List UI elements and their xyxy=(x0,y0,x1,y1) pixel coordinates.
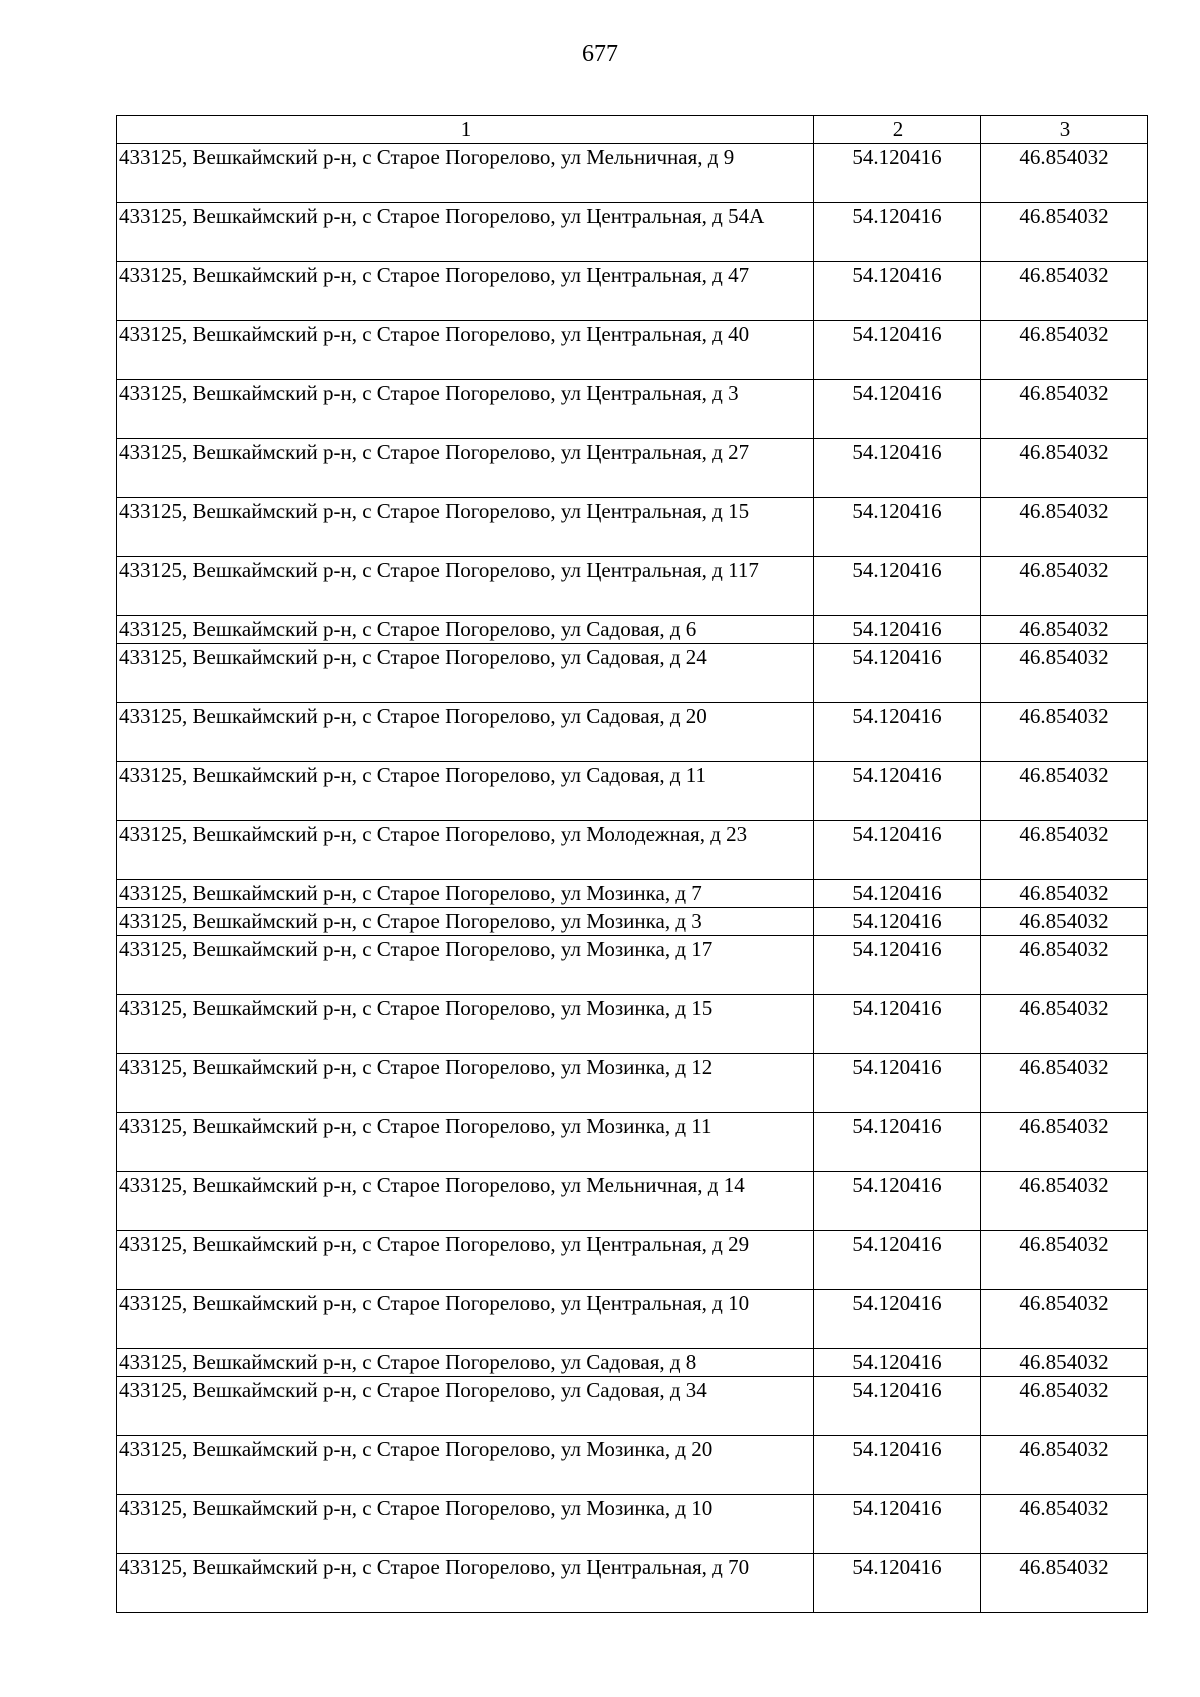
table-row xyxy=(117,703,1148,762)
table-row xyxy=(117,1436,1148,1495)
table-row xyxy=(117,1495,1148,1554)
address-cell: 433125, Вешкаймский р-н, с Старое Погорелово, ул Мозинка, д 10 xyxy=(117,1495,814,1554)
table-row xyxy=(117,498,1148,557)
column-header-3: 3 xyxy=(981,116,1148,144)
latitude-cell: 54.120416 xyxy=(814,908,981,936)
longitude-cell: 46.854032 xyxy=(981,644,1148,703)
latitude-cell: 54.120416 xyxy=(814,644,981,703)
longitude-cell: 46.854032 xyxy=(981,1377,1148,1436)
address-cell: 433125, Вешкаймский р-н, с Старое Погорелово, ул Центральная, д 70 xyxy=(117,1554,814,1613)
longitude-cell: 46.854032 xyxy=(981,908,1148,936)
latitude-cell: 54.120416 xyxy=(814,936,981,995)
table-row xyxy=(117,1231,1148,1290)
latitude-cell: 54.120416 xyxy=(814,557,981,616)
table-row xyxy=(117,380,1148,439)
address-cell: 433125, Вешкаймский р-н, с Старое Погорелово, ул Мозинка, д 20 xyxy=(117,1436,814,1495)
table-row xyxy=(117,557,1148,616)
longitude-cell: 46.854032 xyxy=(981,936,1148,995)
latitude-cell: 54.120416 xyxy=(814,821,981,880)
longitude-cell: 46.854032 xyxy=(981,1172,1148,1231)
longitude-cell: 46.854032 xyxy=(981,262,1148,321)
latitude-cell: 54.120416 xyxy=(814,144,981,203)
table-row xyxy=(117,1054,1148,1113)
address-cell: 433125, Вешкаймский р-н, с Старое Погорелово, ул Мозинка, д 3 xyxy=(117,908,814,936)
table-row xyxy=(117,1290,1148,1349)
longitude-cell: 46.854032 xyxy=(981,762,1148,821)
latitude-cell: 54.120416 xyxy=(814,1554,981,1613)
column-header-2: 2 xyxy=(814,116,981,144)
address-cell: 433125, Вешкаймский р-н, с Старое Погорелово, ул Центральная, д 29 xyxy=(117,1231,814,1290)
table-row xyxy=(117,321,1148,380)
latitude-cell: 54.120416 xyxy=(814,1172,981,1231)
address-cell: 433125, Вешкаймский р-н, с Старое Погорелово, ул Мозинка, д 11 xyxy=(117,1113,814,1172)
address-cell: 433125, Вешкаймский р-н, с Старое Погорелово, ул Садовая, д 8 xyxy=(117,1349,814,1377)
address-cell: 433125, Вешкаймский р-н, с Старое Погорелово, ул Мельничная, д 9 xyxy=(117,144,814,203)
address-cell: 433125, Вешкаймский р-н, с Старое Погорелово, ул Мозинка, д 7 xyxy=(117,880,814,908)
latitude-cell: 54.120416 xyxy=(814,762,981,821)
longitude-cell: 46.854032 xyxy=(981,203,1148,262)
address-cell: 433125, Вешкаймский р-н, с Старое Погорелово, ул Садовая, д 11 xyxy=(117,762,814,821)
latitude-cell: 54.120416 xyxy=(814,498,981,557)
address-cell: 433125, Вешкаймский р-н, с Старое Погорелово, ул Центральная, д 27 xyxy=(117,439,814,498)
longitude-cell: 46.854032 xyxy=(981,1554,1148,1613)
table-row xyxy=(117,144,1148,203)
longitude-cell: 46.854032 xyxy=(981,1231,1148,1290)
longitude-cell: 46.854032 xyxy=(981,703,1148,762)
table-row xyxy=(117,616,1148,644)
latitude-cell: 54.120416 xyxy=(814,1231,981,1290)
latitude-cell: 54.120416 xyxy=(814,1436,981,1495)
address-cell: 433125, Вешкаймский р-н, с Старое Погорелово, ул Мельничная, д 14 xyxy=(117,1172,814,1231)
longitude-cell: 46.854032 xyxy=(981,498,1148,557)
address-cell: 433125, Вешкаймский р-н, с Старое Погорелово, ул Мозинка, д 12 xyxy=(117,1054,814,1113)
table-row xyxy=(117,995,1148,1054)
longitude-cell: 46.854032 xyxy=(981,144,1148,203)
longitude-cell: 46.854032 xyxy=(981,1495,1148,1554)
address-cell: 433125, Вешкаймский р-н, с Старое Погорелово, ул Центральная, д 54А xyxy=(117,203,814,262)
address-cell: 433125, Вешкаймский р-н, с Старое Погорелово, ул Центральная, д 40 xyxy=(117,321,814,380)
latitude-cell: 54.120416 xyxy=(814,262,981,321)
longitude-cell: 46.854032 xyxy=(981,1290,1148,1349)
table-header-row xyxy=(117,116,1148,144)
latitude-cell: 54.120416 xyxy=(814,1495,981,1554)
longitude-cell: 46.854032 xyxy=(981,995,1148,1054)
longitude-cell: 46.854032 xyxy=(981,557,1148,616)
address-cell: 433125, Вешкаймский р-н, с Старое Погорелово, ул Садовая, д 6 xyxy=(117,616,814,644)
longitude-cell: 46.854032 xyxy=(981,880,1148,908)
longitude-cell: 46.854032 xyxy=(981,616,1148,644)
table-row xyxy=(117,1554,1148,1613)
latitude-cell: 54.120416 xyxy=(814,995,981,1054)
table-row xyxy=(117,880,1148,908)
latitude-cell: 54.120416 xyxy=(814,1113,981,1172)
table-body xyxy=(117,144,1148,1613)
latitude-cell: 54.120416 xyxy=(814,1054,981,1113)
longitude-cell: 46.854032 xyxy=(981,321,1148,380)
address-cell: 433125, Вешкаймский р-н, с Старое Погорелово, ул Центральная, д 10 xyxy=(117,1290,814,1349)
table-row xyxy=(117,644,1148,703)
latitude-cell: 54.120416 xyxy=(814,1377,981,1436)
latitude-cell: 54.120416 xyxy=(814,1290,981,1349)
latitude-cell: 54.120416 xyxy=(814,380,981,439)
address-cell: 433125, Вешкаймский р-н, с Старое Погорелово, ул Садовая, д 20 xyxy=(117,703,814,762)
longitude-cell: 46.854032 xyxy=(981,1113,1148,1172)
latitude-cell: 54.120416 xyxy=(814,703,981,762)
latitude-cell: 54.120416 xyxy=(814,1349,981,1377)
latitude-cell: 54.120416 xyxy=(814,321,981,380)
table-row xyxy=(117,1377,1148,1436)
table-row xyxy=(117,203,1148,262)
address-cell: 433125, Вешкаймский р-н, с Старое Погорелово, ул Центральная, д 3 xyxy=(117,380,814,439)
address-table xyxy=(116,115,1148,1613)
longitude-cell: 46.854032 xyxy=(981,1054,1148,1113)
latitude-cell: 54.120416 xyxy=(814,616,981,644)
table-row xyxy=(117,1172,1148,1231)
longitude-cell: 46.854032 xyxy=(981,821,1148,880)
longitude-cell: 46.854032 xyxy=(981,380,1148,439)
address-cell: 433125, Вешкаймский р-н, с Старое Погорелово, ул Садовая, д 34 xyxy=(117,1377,814,1436)
table-row xyxy=(117,762,1148,821)
column-header-1: 1 xyxy=(117,116,814,144)
address-cell: 433125, Вешкаймский р-н, с Старое Погорелово, ул Центральная, д 117 xyxy=(117,557,814,616)
longitude-cell: 46.854032 xyxy=(981,1436,1148,1495)
latitude-cell: 54.120416 xyxy=(814,880,981,908)
address-cell: 433125, Вешкаймский р-н, с Старое Погорелово, ул Центральная, д 47 xyxy=(117,262,814,321)
page-number: 677 xyxy=(582,41,618,67)
address-cell: 433125, Вешкаймский р-н, с Старое Погорелово, ул Молодежная, д 23 xyxy=(117,821,814,880)
table-row xyxy=(117,821,1148,880)
address-cell: 433125, Вешкаймский р-н, с Старое Погорелово, ул Мозинка, д 15 xyxy=(117,995,814,1054)
latitude-cell: 54.120416 xyxy=(814,439,981,498)
latitude-cell: 54.120416 xyxy=(814,203,981,262)
longitude-cell: 46.854032 xyxy=(981,1349,1148,1377)
table-row xyxy=(117,262,1148,321)
table-row xyxy=(117,1349,1148,1377)
table-row xyxy=(117,908,1148,936)
address-cell: 433125, Вешкаймский р-н, с Старое Погорелово, ул Мозинка, д 17 xyxy=(117,936,814,995)
address-cell: 433125, Вешкаймский р-н, с Старое Погорелово, ул Садовая, д 24 xyxy=(117,644,814,703)
table-row xyxy=(117,1113,1148,1172)
longitude-cell: 46.854032 xyxy=(981,439,1148,498)
table-row xyxy=(117,936,1148,995)
address-cell: 433125, Вешкаймский р-н, с Старое Погорелово, ул Центральная, д 15 xyxy=(117,498,814,557)
table-row xyxy=(117,439,1148,498)
